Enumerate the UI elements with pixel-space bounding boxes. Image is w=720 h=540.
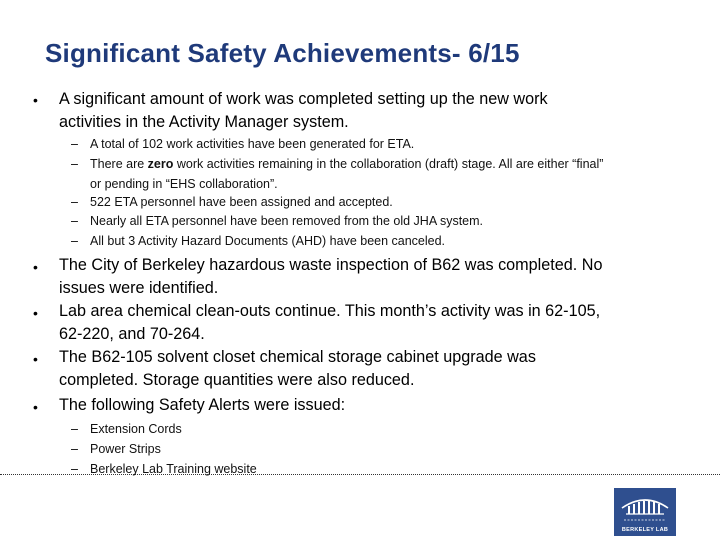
text-line: Lab area chemical clean-outs continue. This month’s activity was in 62-105, bbox=[59, 302, 601, 320]
text-line: The City of Berkeley hazardous waste inspection of B62 was completed. No bbox=[59, 256, 603, 274]
text-line: or pending in “EHS collaboration”. bbox=[90, 177, 278, 191]
bullet-text-4 bbox=[59, 346, 679, 392]
text-line: completed. Storage quantities were also reduced. bbox=[59, 371, 415, 389]
bullet-text-5: The following Safety Alerts were issued: bbox=[59, 396, 346, 414]
sub-item: Extension Cords bbox=[90, 422, 182, 436]
logo-graphic bbox=[614, 488, 676, 528]
bullet-marker: • bbox=[33, 259, 38, 275]
text-line: activities in the Activity Manager system. bbox=[59, 113, 349, 131]
bullet-marker: • bbox=[33, 399, 38, 415]
bullet-marker: • bbox=[33, 351, 38, 367]
sub-item: All but 3 Activity Hazard Documents (AHD) have been canceled. bbox=[90, 234, 446, 248]
text-line: issues were identified. bbox=[59, 279, 219, 297]
berkeley-lab-logo-icon bbox=[614, 488, 676, 536]
bullet-marker: • bbox=[33, 92, 38, 108]
sub-item: 522 ETA personnel have been assigned and accepted. bbox=[90, 195, 393, 209]
dash-marker: – bbox=[71, 137, 78, 151]
bullet-text-2 bbox=[59, 254, 679, 300]
text-line: A significant amount of work was completed setting up the new work bbox=[59, 90, 548, 108]
bullet-text-1 bbox=[59, 88, 679, 134]
bullet-marker: • bbox=[33, 305, 38, 321]
text-segment: work activities remaining in the collaboration (draft) stage. All are either “final” bbox=[173, 157, 604, 171]
logo-text: BERKELEY LAB bbox=[621, 527, 669, 533]
dash-marker: – bbox=[71, 462, 78, 476]
text-line bbox=[90, 154, 680, 174]
bullet-text-3 bbox=[59, 300, 679, 346]
sub-item: Berkeley Lab Training website bbox=[90, 462, 257, 476]
text-line: 62-220, and 70-264. bbox=[59, 325, 205, 343]
dash-marker: – bbox=[71, 422, 78, 436]
sub-item: Power Strips bbox=[90, 442, 161, 456]
sub-item: A total of 102 work activities have been generated for ETA. bbox=[90, 137, 415, 151]
text-line: The B62-105 solvent closet chemical storage cabinet upgrade was bbox=[59, 348, 536, 366]
emphasis-text: zero bbox=[147, 157, 174, 171]
dash-marker: – bbox=[71, 234, 78, 248]
slide-title: Significant Safety Achievements- 6/15 bbox=[45, 38, 520, 68]
sub-item: Nearly all ETA personnel have been removed from the old JHA system. bbox=[90, 214, 484, 228]
dash-marker: – bbox=[71, 214, 78, 228]
footer-divider bbox=[0, 474, 720, 475]
dash-marker: – bbox=[71, 442, 78, 456]
dash-marker: – bbox=[71, 157, 78, 171]
dash-marker: – bbox=[71, 195, 78, 209]
text-segment: There are bbox=[90, 157, 148, 171]
sub-item bbox=[90, 154, 680, 194]
